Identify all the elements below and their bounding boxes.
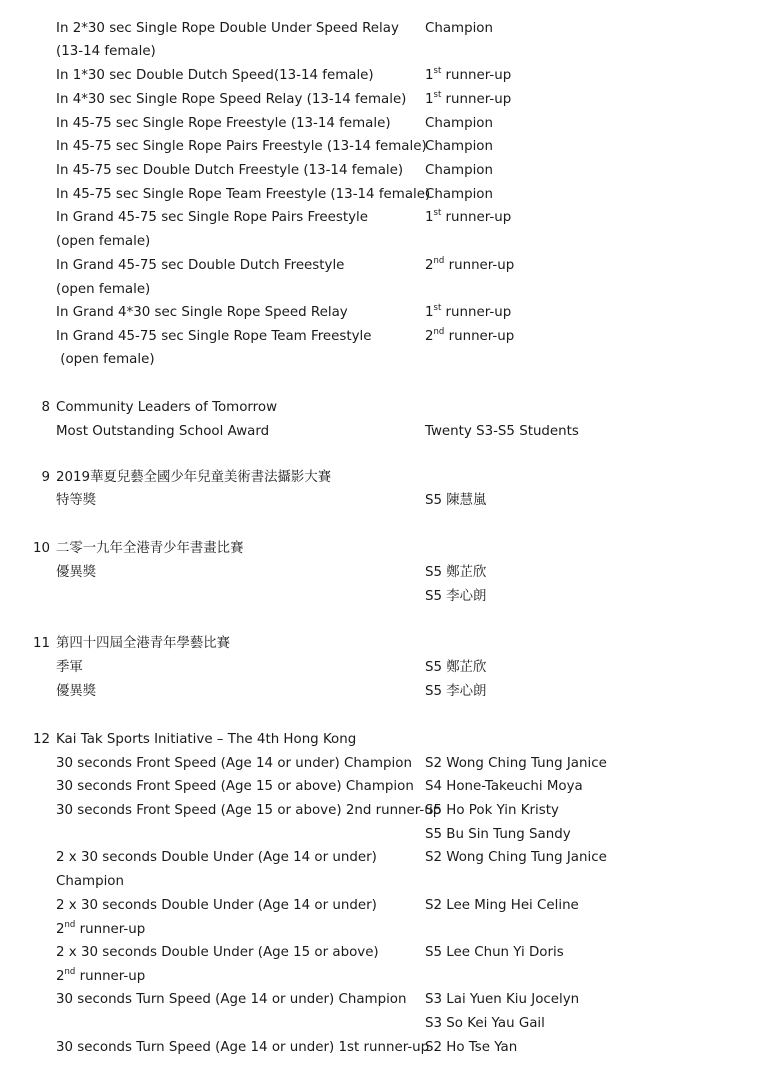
result-text: Twenty S3-S5 Students	[425, 424, 579, 439]
event-text: 季軍	[56, 660, 83, 675]
event-text: In Grand 45-75 sec Single Rope Pairs Freestyle	[56, 210, 368, 225]
result-text: S5 李心朗	[425, 589, 487, 604]
event-text: 優異獎	[56, 684, 97, 699]
event-text: 2 x 30 seconds Double Under (Age 15 or above)	[56, 945, 379, 960]
result-text: S2 Lee Ming Hei Celine	[425, 898, 579, 913]
event-text: 2 x 30 seconds Double Under (Age 14 or under)	[56, 898, 377, 913]
event-text: 2 x 30 seconds Double Under (Age 14 or under)	[56, 850, 377, 865]
result-text: S5 李心朗	[425, 684, 487, 699]
section-title: 2019華夏兒藝全國少年兒童美術書法攝影大賽	[56, 470, 332, 485]
result-text: S5 鄭芷欣	[425, 660, 487, 675]
section-title: Community Leaders of Tomorrow	[56, 400, 278, 415]
section-title: 第四十四屆全港青年學藝比賽	[56, 636, 231, 651]
result-text: Champion	[425, 21, 493, 36]
event-text: In 4*30 sec Single Rope Speed Relay (13-14 female)	[56, 92, 407, 107]
event-text: In Grand 4*30 sec Single Rope Speed Relay	[56, 305, 348, 320]
event-text: In 45-75 sec Double Dutch Freestyle (13-14 female)	[56, 163, 404, 178]
item-number: 11	[32, 636, 50, 651]
result-text: S3 So Kei Yau Gail	[425, 1016, 545, 1031]
result-text: S2 Wong Ching Tung Janice	[425, 756, 607, 771]
item-number: 12	[32, 732, 50, 747]
event-text: In Grand 45-75 sec Single Rope Team Freestyle	[56, 329, 372, 344]
event-text: In Grand 45-75 sec Double Dutch Freestyle	[56, 258, 345, 273]
event-text: (open female)	[56, 234, 151, 249]
event-text: (13-14 female)	[56, 44, 156, 59]
event-text: 30 seconds Front Speed (Age 15 or above) Champion	[56, 779, 414, 794]
result-text: S5 鄭芷欣	[425, 565, 487, 580]
event-text: Champion	[56, 874, 124, 889]
section-title: Kai Tak Sports Initiative – The 4th Hong Kong	[56, 732, 357, 747]
result-text: S5 陳慧嵐	[425, 493, 487, 508]
event-text: (open female)	[56, 282, 151, 297]
event-text: Most Outstanding School Award	[56, 424, 270, 439]
item-number: 9	[41, 470, 50, 485]
result-text: S3 Lai Yuen Kiu Jocelyn	[425, 992, 580, 1007]
result-text: 1st runner-up	[425, 90, 512, 107]
event-text: In 2*30 sec Single Rope Double Under Speed Relay	[56, 21, 399, 36]
result-text: 2nd runner-up	[425, 327, 515, 344]
event-text: 30 seconds Turn Speed (Age 14 or under) 1st runner-up	[56, 1040, 430, 1055]
result-text: S4 Hone-Takeuchi Moya	[425, 779, 583, 794]
result-text: S5 Ho Pok Yin Kristy	[425, 803, 559, 818]
event-text: 30 seconds Front Speed (Age 14 or under) Champion	[56, 756, 412, 771]
event-text: 2nd runner-up	[56, 967, 146, 984]
result-text: Champion	[425, 139, 493, 154]
event-text: In 45-75 sec Single Rope Freestyle (13-14 female)	[56, 116, 391, 131]
result-text: S2 Wong Ching Tung Janice	[425, 850, 607, 865]
result-text: Champion	[425, 163, 493, 178]
event-text: 2nd runner-up	[56, 920, 146, 937]
event-text: In 45-75 sec Single Rope Team Freestyle (13-14 female)	[56, 187, 431, 202]
result-text: Champion	[425, 116, 493, 131]
result-text: S5 Bu Sin Tung Sandy	[425, 827, 571, 842]
result-text: S2 Ho Tse Yan	[425, 1040, 518, 1055]
result-text: Champion	[425, 187, 493, 202]
event-text: 特等獎	[56, 493, 97, 508]
event-text: (open female)	[56, 352, 155, 367]
event-text: In 1*30 sec Double Dutch Speed(13-14 female)	[56, 68, 374, 83]
item-number: 10	[32, 541, 50, 556]
event-text: In 45-75 sec Single Rope Pairs Freestyle (13-14 female)	[56, 139, 427, 154]
result-text: 1st runner-up	[425, 66, 512, 83]
event-text: 優異獎	[56, 565, 97, 580]
result-text: 2nd runner-up	[425, 256, 515, 273]
item-number: 8	[41, 400, 50, 415]
event-text: 30 seconds Front Speed (Age 15 or above) 2nd runner-up	[56, 803, 442, 818]
result-text: 1st runner-up	[425, 303, 512, 320]
result-text: S5 Lee Chun Yi Doris	[425, 945, 564, 960]
event-text: 30 seconds Turn Speed (Age 14 or under) Champion	[56, 992, 407, 1007]
result-text: 1st runner-up	[425, 208, 512, 225]
section-title: 二零一九年全港青少年書畫比賽	[56, 541, 244, 556]
